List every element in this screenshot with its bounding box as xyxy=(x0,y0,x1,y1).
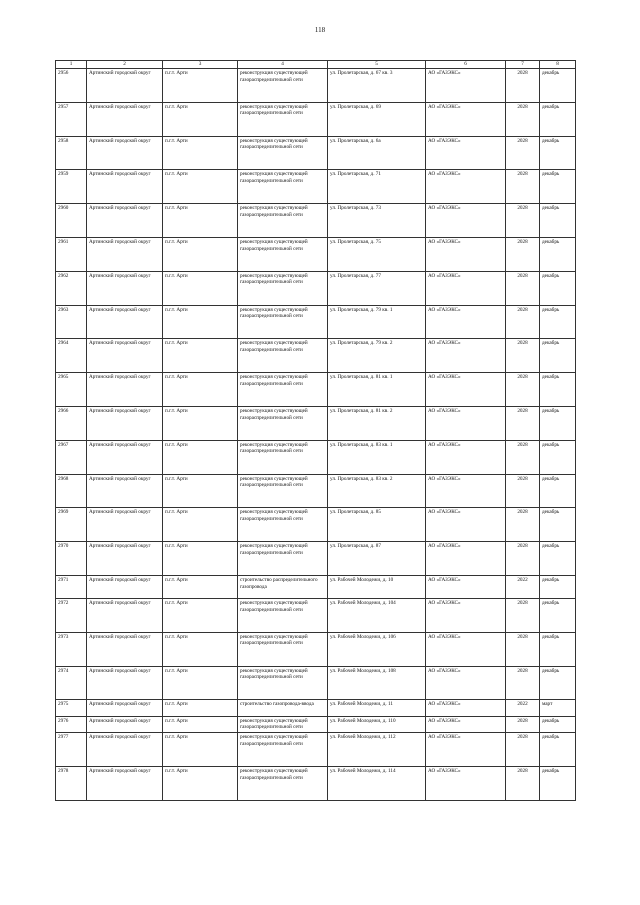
table-row xyxy=(56,271,576,305)
year-cell: 2028 xyxy=(506,716,540,733)
table-row xyxy=(56,767,576,801)
year-cell: 2028 xyxy=(506,542,540,576)
column-header: 4 xyxy=(238,61,328,69)
work-type-cell: реконструкция существующей газораспределительной сети xyxy=(238,542,328,576)
table-row xyxy=(56,716,576,733)
year-cell: 2028 xyxy=(506,237,540,271)
organization-cell: АО «ГАЗЭКС» xyxy=(426,575,506,598)
organization-cell: АО «ГАЗЭКС» xyxy=(426,136,506,170)
address-cell: ул. Рабочей Молодежи, д. 114 xyxy=(328,767,426,801)
settlement-cell: п.г.т. Арти xyxy=(163,271,238,305)
table-row xyxy=(56,339,576,373)
row-number: 2978 xyxy=(56,767,87,801)
district-cell: Артинский городской округ xyxy=(87,102,163,136)
column-header: 3 xyxy=(163,61,238,69)
work-type-cell: реконструкция существующей газораспределительной сети xyxy=(238,102,328,136)
table-row xyxy=(56,666,576,700)
row-number: 2970 xyxy=(56,542,87,576)
organization-cell: АО «ГАЗЭКС» xyxy=(426,204,506,238)
column-header: 1 xyxy=(56,61,87,69)
row-number: 2976 xyxy=(56,716,87,733)
district-cell: Артинский городской округ xyxy=(87,474,163,508)
address-cell: ул. Пролетарская, д. 6a xyxy=(328,136,426,170)
month-cell: декабрь xyxy=(540,474,576,508)
table-row xyxy=(56,632,576,666)
settlement-cell: п.г.т. Арти xyxy=(163,666,238,700)
work-type-cell: реконструкция существующей газораспределительной сети xyxy=(238,632,328,666)
address-cell: ул. Пролетарская, д. 69 xyxy=(328,102,426,136)
row-number: 2966 xyxy=(56,406,87,440)
month-cell: декабрь xyxy=(540,716,576,733)
district-cell: Артинский городской округ xyxy=(87,136,163,170)
settlement-cell: п.г.т. Арти xyxy=(163,69,238,103)
work-type-cell: реконструкция существующей газораспределительной сети xyxy=(238,598,328,632)
address-cell: ул. Пролетарская, д. 67 кв. 3 xyxy=(328,69,426,103)
month-cell: декабрь xyxy=(540,767,576,801)
address-cell: ул. Рабочей Молодежи, д. 110 xyxy=(328,716,426,733)
page-number: 118 xyxy=(314,26,326,34)
year-cell: 2022 xyxy=(506,700,540,717)
table-row xyxy=(56,237,576,271)
row-number: 2960 xyxy=(56,204,87,238)
work-type-cell: реконструкция существующей газораспределительной сети xyxy=(238,716,328,733)
district-cell: Артинский городской округ xyxy=(87,440,163,474)
row-number: 2974 xyxy=(56,666,87,700)
address-cell: ул. Рабочей Молодежи, д. 112 xyxy=(328,733,426,767)
address-cell: ул. Пролетарская, д. 83 кв. 1 xyxy=(328,440,426,474)
address-cell: ул. Рабочей Молодежи, д. 106 xyxy=(328,632,426,666)
work-type-cell: реконструкция существующей газораспределительной сети xyxy=(238,136,328,170)
settlement-cell: п.г.т. Арти xyxy=(163,440,238,474)
gasification-schedule-table xyxy=(55,60,576,801)
address-cell: ул. Пролетарская, д. 81 кв. 2 xyxy=(328,406,426,440)
district-cell: Артинский городской округ xyxy=(87,632,163,666)
district-cell: Артинский городской округ xyxy=(87,271,163,305)
address-cell: ул. Пролетарская, д. 85 xyxy=(328,508,426,542)
table-row xyxy=(56,598,576,632)
year-cell: 2028 xyxy=(506,204,540,238)
column-header: 7 xyxy=(506,61,540,69)
address-cell: ул. Пролетарская, д. 79 кв. 2 xyxy=(328,339,426,373)
row-number: 2958 xyxy=(56,136,87,170)
year-cell: 2028 xyxy=(506,474,540,508)
year-cell: 2028 xyxy=(506,305,540,339)
organization-cell: АО «ГАЗЭКС» xyxy=(426,440,506,474)
work-type-cell: реконструкция существующей газораспределительной сети xyxy=(238,305,328,339)
row-number: 2964 xyxy=(56,339,87,373)
row-number: 2963 xyxy=(56,305,87,339)
work-type-cell: реконструкция существующей газораспределительной сети xyxy=(238,666,328,700)
row-number: 2973 xyxy=(56,632,87,666)
work-type-cell: строительство газопровода-ввода xyxy=(238,700,328,717)
year-cell: 2028 xyxy=(506,632,540,666)
month-cell: декабрь xyxy=(540,575,576,598)
row-number: 2957 xyxy=(56,102,87,136)
district-cell: Артинский городской округ xyxy=(87,204,163,238)
year-cell: 2028 xyxy=(506,406,540,440)
column-number-row xyxy=(56,61,576,69)
district-cell: Артинский городской округ xyxy=(87,700,163,717)
year-cell: 2028 xyxy=(506,102,540,136)
year-cell: 2028 xyxy=(506,508,540,542)
address-cell: ул. Рабочей Молодежи, д. 104 xyxy=(328,598,426,632)
row-number: 2959 xyxy=(56,170,87,204)
row-number: 2972 xyxy=(56,598,87,632)
district-cell: Артинский городской округ xyxy=(87,598,163,632)
address-cell: ул. Пролетарская, д. 71 xyxy=(328,170,426,204)
work-type-cell: реконструкция существующей газораспределительной сети xyxy=(238,406,328,440)
month-cell: декабрь xyxy=(540,204,576,238)
district-cell: Артинский городской округ xyxy=(87,542,163,576)
organization-cell: АО «ГАЗЭКС» xyxy=(426,406,506,440)
address-cell: ул. Рабочей Молодежи, д. 11 xyxy=(328,700,426,717)
row-number: 2969 xyxy=(56,508,87,542)
month-cell: декабрь xyxy=(540,237,576,271)
year-cell: 2028 xyxy=(506,339,540,373)
address-cell: ул. Пролетарская, д. 79 кв. 1 xyxy=(328,305,426,339)
year-cell: 2028 xyxy=(506,733,540,767)
district-cell: Артинский городской округ xyxy=(87,339,163,373)
settlement-cell: п.г.т. Арти xyxy=(163,733,238,767)
table-row xyxy=(56,136,576,170)
table-row xyxy=(56,733,576,767)
table-row xyxy=(56,102,576,136)
work-type-cell: реконструкция существующей газораспределительной сети xyxy=(238,339,328,373)
settlement-cell: п.г.т. Арти xyxy=(163,102,238,136)
year-cell: 2028 xyxy=(506,69,540,103)
year-cell: 2028 xyxy=(506,598,540,632)
address-cell: ул. Рабочей Молодежи, д. 10 xyxy=(328,575,426,598)
settlement-cell: п.г.т. Арти xyxy=(163,598,238,632)
column-header: 8 xyxy=(540,61,576,69)
year-cell: 2028 xyxy=(506,373,540,407)
settlement-cell: п.г.т. Арти xyxy=(163,575,238,598)
column-header: 5 xyxy=(328,61,426,69)
address-cell: ул. Пролетарская, д. 83 кв. 2 xyxy=(328,474,426,508)
district-cell: Артинский городской округ xyxy=(87,508,163,542)
settlement-cell: п.г.т. Арти xyxy=(163,632,238,666)
row-number: 2965 xyxy=(56,373,87,407)
work-type-cell: реконструкция существующей газораспределительной сети xyxy=(238,69,328,103)
address-cell: ул. Пролетарская, д. 87 xyxy=(328,542,426,576)
address-cell: ул. Пролетарская, д. 73 xyxy=(328,204,426,238)
district-cell: Артинский городской округ xyxy=(87,666,163,700)
table-row xyxy=(56,170,576,204)
column-header: 2 xyxy=(87,61,163,69)
district-cell: Артинский городской округ xyxy=(87,170,163,204)
work-type-cell: строительство распределительного газопровода xyxy=(238,575,328,598)
settlement-cell: п.г.т. Арти xyxy=(163,767,238,801)
organization-cell: АО «ГАЗЭКС» xyxy=(426,373,506,407)
address-cell: ул. Рабочей Молодежи, д. 108 xyxy=(328,666,426,700)
year-cell: 2028 xyxy=(506,666,540,700)
table-row xyxy=(56,406,576,440)
month-cell: декабрь xyxy=(540,406,576,440)
row-number: 2956 xyxy=(56,69,87,103)
district-cell: Артинский городской округ xyxy=(87,373,163,407)
work-type-cell: реконструкция существующей газораспределительной сети xyxy=(238,733,328,767)
table-row xyxy=(56,700,576,717)
table-row xyxy=(56,440,576,474)
organization-cell: АО «ГАЗЭКС» xyxy=(426,305,506,339)
month-cell: декабрь xyxy=(540,666,576,700)
row-number: 2968 xyxy=(56,474,87,508)
month-cell: декабрь xyxy=(540,69,576,103)
district-cell: Артинский городской округ xyxy=(87,575,163,598)
row-number: 2961 xyxy=(56,237,87,271)
year-cell: 2028 xyxy=(506,440,540,474)
table-row xyxy=(56,542,576,576)
table-body xyxy=(56,69,576,801)
work-type-cell: реконструкция существующей газораспределительной сети xyxy=(238,767,328,801)
organization-cell: АО «ГАЗЭКС» xyxy=(426,508,506,542)
month-cell: декабрь xyxy=(540,339,576,373)
month-cell: декабрь xyxy=(540,542,576,576)
work-type-cell: реконструкция существующей газораспределительной сети xyxy=(238,440,328,474)
district-cell: Артинский городской округ xyxy=(87,733,163,767)
district-cell: Артинский городской округ xyxy=(87,767,163,801)
table-row xyxy=(56,474,576,508)
month-cell: декабрь xyxy=(540,102,576,136)
organization-cell: АО «ГАЗЭКС» xyxy=(426,716,506,733)
month-cell: март xyxy=(540,700,576,717)
organization-cell: АО «ГАЗЭКС» xyxy=(426,767,506,801)
work-type-cell: реконструкция существующей газораспределительной сети xyxy=(238,170,328,204)
month-cell: декабрь xyxy=(540,271,576,305)
work-type-cell: реконструкция существующей газораспределительной сети xyxy=(238,271,328,305)
settlement-cell: п.г.т. Арти xyxy=(163,474,238,508)
month-cell: декабрь xyxy=(540,170,576,204)
settlement-cell: п.г.т. Арти xyxy=(163,406,238,440)
work-type-cell: реконструкция существующей газораспределительной сети xyxy=(238,204,328,238)
organization-cell: АО «ГАЗЭКС» xyxy=(426,598,506,632)
year-cell: 2028 xyxy=(506,136,540,170)
settlement-cell: п.г.т. Арти xyxy=(163,508,238,542)
table-row xyxy=(56,373,576,407)
year-cell: 2028 xyxy=(506,271,540,305)
address-cell: ул. Пролетарская, д. 77 xyxy=(328,271,426,305)
year-cell: 2022 xyxy=(506,575,540,598)
settlement-cell: п.г.т. Арти xyxy=(163,170,238,204)
column-header: 6 xyxy=(426,61,506,69)
organization-cell: АО «ГАЗЭКС» xyxy=(426,474,506,508)
organization-cell: АО «ГАЗЭКС» xyxy=(426,237,506,271)
organization-cell: АО «ГАЗЭКС» xyxy=(426,542,506,576)
district-cell: Артинский городской округ xyxy=(87,406,163,440)
settlement-cell: п.г.т. Арти xyxy=(163,716,238,733)
settlement-cell: п.г.т. Арти xyxy=(163,373,238,407)
work-type-cell: реконструкция существующей газораспределительной сети xyxy=(238,474,328,508)
month-cell: декабрь xyxy=(540,598,576,632)
address-cell: ул. Пролетарская, д. 75 xyxy=(328,237,426,271)
row-number: 2977 xyxy=(56,733,87,767)
organization-cell: АО «ГАЗЭКС» xyxy=(426,170,506,204)
year-cell: 2028 xyxy=(506,170,540,204)
work-type-cell: реконструкция существующей газораспределительной сети xyxy=(238,373,328,407)
work-type-cell: реконструкция существующей газораспределительной сети xyxy=(238,237,328,271)
organization-cell: АО «ГАЗЭКС» xyxy=(426,69,506,103)
organization-cell: АО «ГАЗЭКС» xyxy=(426,700,506,717)
organization-cell: АО «ГАЗЭКС» xyxy=(426,102,506,136)
row-number: 2962 xyxy=(56,271,87,305)
table-row xyxy=(56,204,576,238)
table-row xyxy=(56,508,576,542)
table-row xyxy=(56,69,576,103)
settlement-cell: п.г.т. Арти xyxy=(163,339,238,373)
organization-cell: АО «ГАЗЭКС» xyxy=(426,666,506,700)
year-cell: 2028 xyxy=(506,767,540,801)
month-cell: декабрь xyxy=(540,733,576,767)
settlement-cell: п.г.т. Арти xyxy=(163,542,238,576)
address-cell: ул. Пролетарская, д. 81 кв. 1 xyxy=(328,373,426,407)
table-row xyxy=(56,575,576,598)
table-row xyxy=(56,305,576,339)
settlement-cell: п.г.т. Арти xyxy=(163,204,238,238)
organization-cell: АО «ГАЗЭКС» xyxy=(426,271,506,305)
row-number: 2975 xyxy=(56,700,87,717)
month-cell: декабрь xyxy=(540,136,576,170)
district-cell: Артинский городской округ xyxy=(87,716,163,733)
settlement-cell: п.г.т. Арти xyxy=(163,700,238,717)
row-number: 2971 xyxy=(56,575,87,598)
organization-cell: АО «ГАЗЭКС» xyxy=(426,733,506,767)
district-cell: Артинский городской округ xyxy=(87,237,163,271)
settlement-cell: п.г.т. Арти xyxy=(163,305,238,339)
district-cell: Артинский городской округ xyxy=(87,305,163,339)
work-type-cell: реконструкция существующей газораспределительной сети xyxy=(238,508,328,542)
month-cell: декабрь xyxy=(540,508,576,542)
settlement-cell: п.г.т. Арти xyxy=(163,136,238,170)
row-number: 2967 xyxy=(56,440,87,474)
settlement-cell: п.г.т. Арти xyxy=(163,237,238,271)
month-cell: декабрь xyxy=(540,373,576,407)
month-cell: декабрь xyxy=(540,440,576,474)
month-cell: декабрь xyxy=(540,632,576,666)
organization-cell: АО «ГАЗЭКС» xyxy=(426,632,506,666)
organization-cell: АО «ГАЗЭКС» xyxy=(426,339,506,373)
district-cell: Артинский городской округ xyxy=(87,69,163,103)
month-cell: декабрь xyxy=(540,305,576,339)
